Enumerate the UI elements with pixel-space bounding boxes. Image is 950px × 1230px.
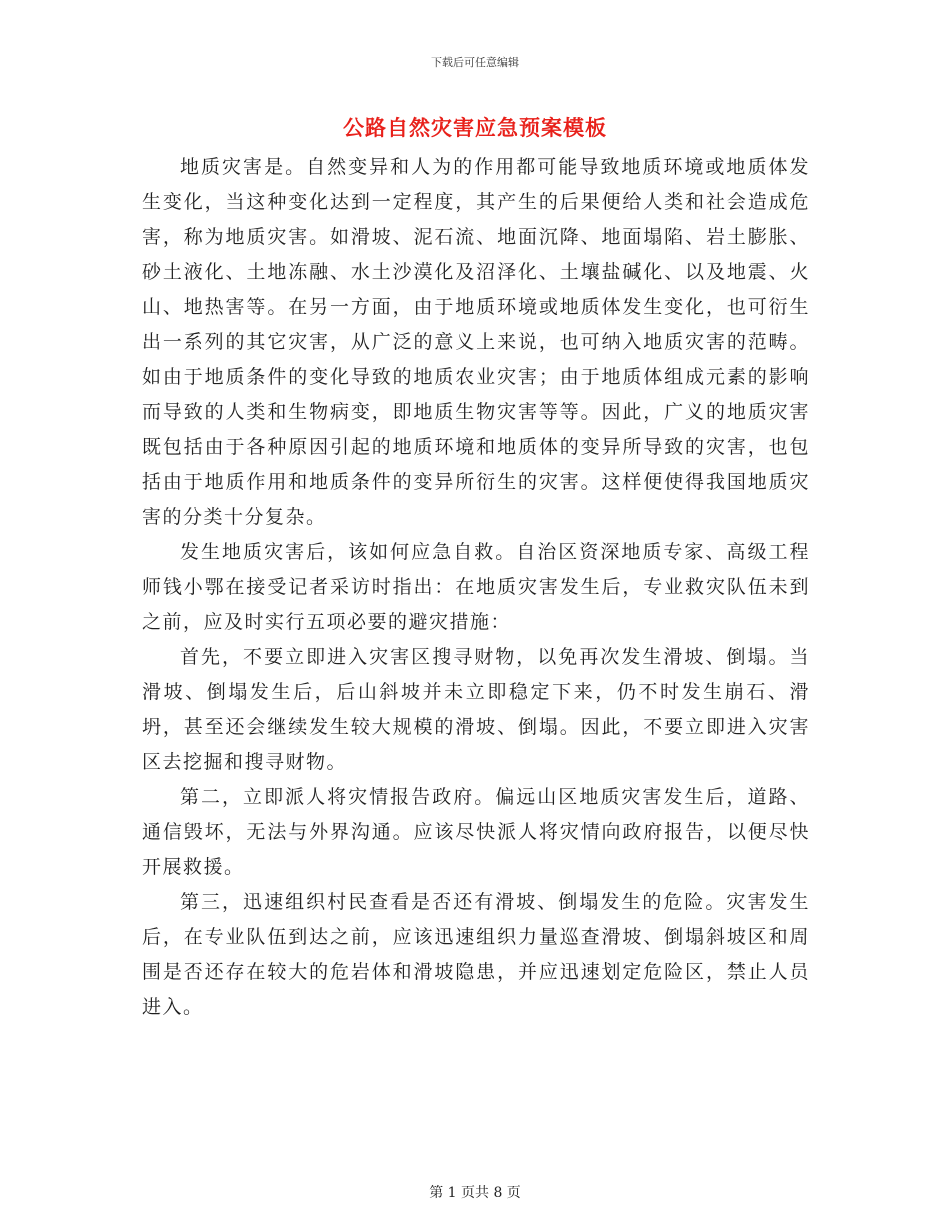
paragraph-third-measure: 第三，迅速组织村民查看是否还有滑坡、倒塌发生的危险。灾害发生后，在专业队伍到达之前，应该迅速组织力量巡查滑坡、倒塌斜坡区和周围是否还存在较大的危岩体和滑坡隐患，并应迅速划定危险区，禁止人员进入。 <box>142 891 810 1018</box>
paragraph-intro: 地质灾害是。自然变异和人为的作用都可能导致地质环境或地质体发生变化，当这种变化达到一定程度，其产生的后果便给人类和社会造成危害，称为地质灾害。如滑坡、泥石流、地面沉降、地面塌陷、岩土膨胀、砂土液化、土地冻融、水土沙漠化及沼泽化、土壤盐碱化、以及地震、火山、地热害等。在另一方面，由于地质环境或地质体发生变化，也可衍生出一系列的其它灾害，从广泛的意义上来说，也可纳入地质灾害的范畴。如由于地质条件的变化导致的地质农业灾害；由于地质体组成元素的影响而导致的人类和生物病变，即地质生物灾害等等。因此，广义的地质灾害既包括由于各种原因引起的地质环境和地质体的变异所导致的灾害，也包括由于地质作用和地质条件的变异所衍生的灾害。这样便使得我国地质灾害的分类十分复杂。 <box>142 156 810 528</box>
document-body <box>142 150 810 1025</box>
page-header: 下载后可任意编辑 <box>431 56 519 69</box>
page-footer: 第 1 页共 8 页 <box>429 1185 521 1201</box>
paragraph-first-measure: 首先，不要立即进入灾害区搜寻财物，以免再次发生滑坡、倒塌。当滑坡、倒塌发生后，后山斜坡并未立即稳定下来，仍不时发生崩石、滑坍，甚至还会继续发生较大规模的滑坡、倒塌。因此，不要立即进入灾害区去挖掘和搜寻财物。 <box>142 646 810 773</box>
document-title: 公路自然灾害应急预案模板 <box>343 116 607 140</box>
paragraph-self-rescue: 发生地质灾害后，该如何应急自救。自治区资深地质专家、高级工程师钱小鄂在接受记者采访时指出：在地质灾害发生后，专业救灾队伍未到之前，应及时实行五项必要的避灾措施： <box>142 541 810 633</box>
paragraph-second-measure: 第二，立即派人将灾情报告政府。偏远山区地质灾害发生后，道路、通信毁坏，无法与外界沟通。应该尽快派人将灾情向政府报告，以便尽快开展救援。 <box>142 786 810 878</box>
